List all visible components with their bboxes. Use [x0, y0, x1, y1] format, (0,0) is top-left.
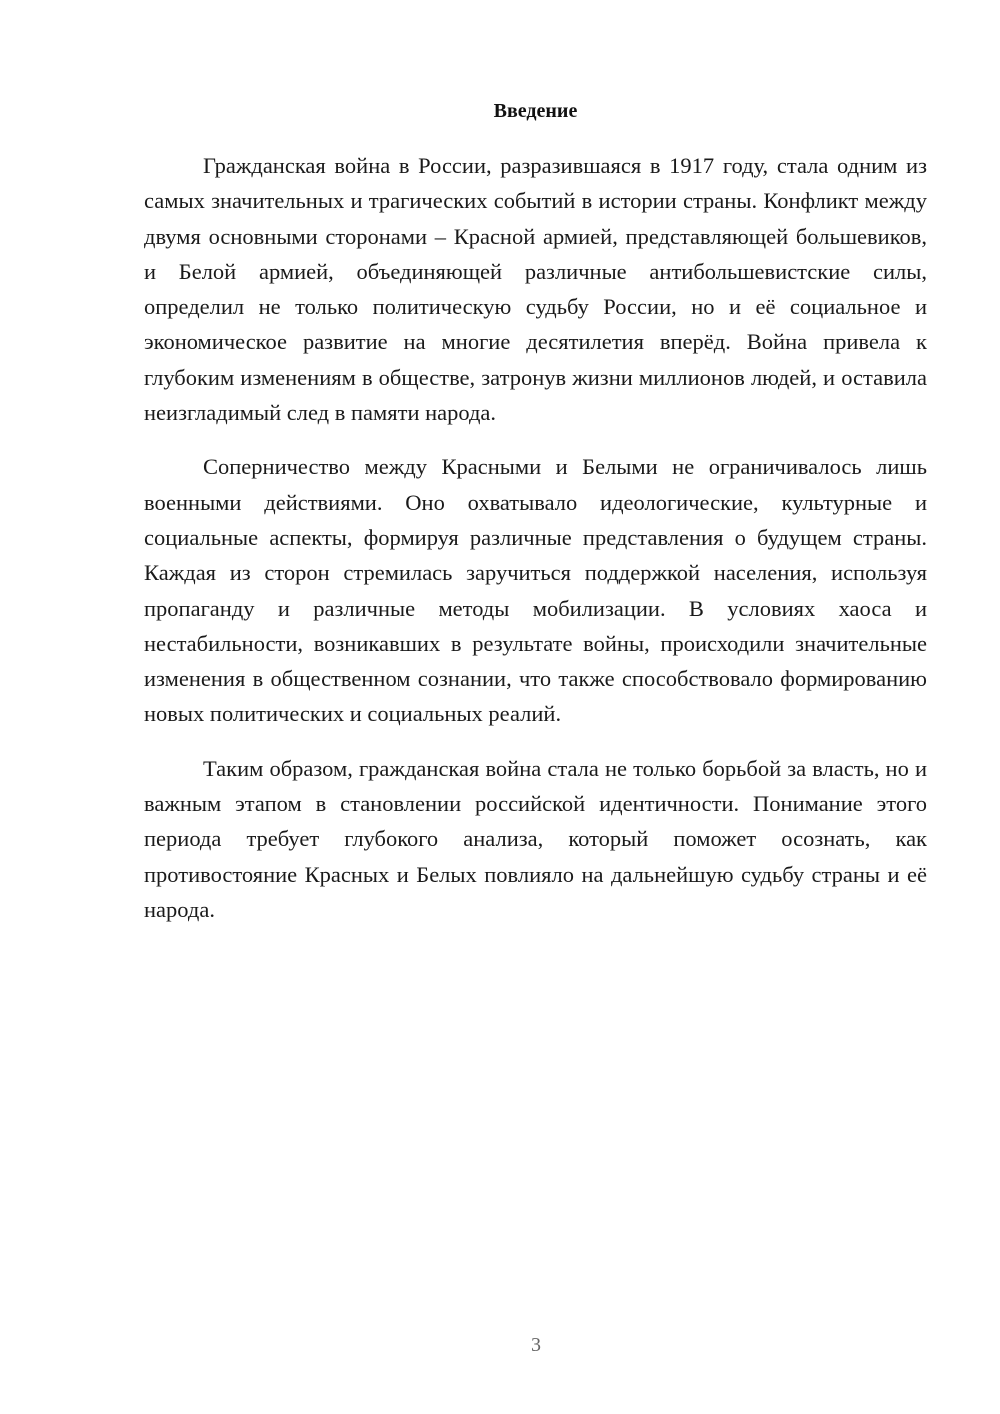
paragraph-3: Таким образом, гражданская война стала не только борьбой за власть, но и важным этапом в становлении российской идентичности. Понимание этого периода требует глубокого анализа, который поможет осознать, как противостояние Красных и Белых повлияло на дальнейшую судьбу страны и её народа.	[144, 755, 927, 922]
paragraph-2: Соперничество между Красными и Белыми не ограничивалось лишь военными действиями. Оно охватывало идеологические, культурные и социальные аспекты, формируя различные представления о будущем страны. Каждая из сторон стремилась заручиться поддержкой населения, используя пропаганду и различные методы мобилизации. В условиях хаоса и нестабильности, возникавших в результате войны, происходили значительные изменения в общественном сознании, что также способствовало формированию новых политических и социальных реалий.	[144, 454, 927, 727]
page-number: 3	[531, 1334, 541, 1356]
page-content	[144, 96, 927, 946]
section-heading: Введение	[493, 100, 578, 122]
paragraph-1: Гражданская война в России, разразившаяся в 1917 году, стала одним из самых значительных и трагических событий в истории страны. Конфликт между двумя основными сторонами – Красной армией, представляющей большевиков, и Белой армией, объединяющей различные антибольшевистские силы, определил не только политическую судьбу России, но и её социальное и экономическое развитие на многие десятилетия вперёд. Война привела к глубоким изменениям в обществе, затронув жизни миллионов людей, и оставила неизгладимый след в памяти народа.	[144, 153, 927, 426]
